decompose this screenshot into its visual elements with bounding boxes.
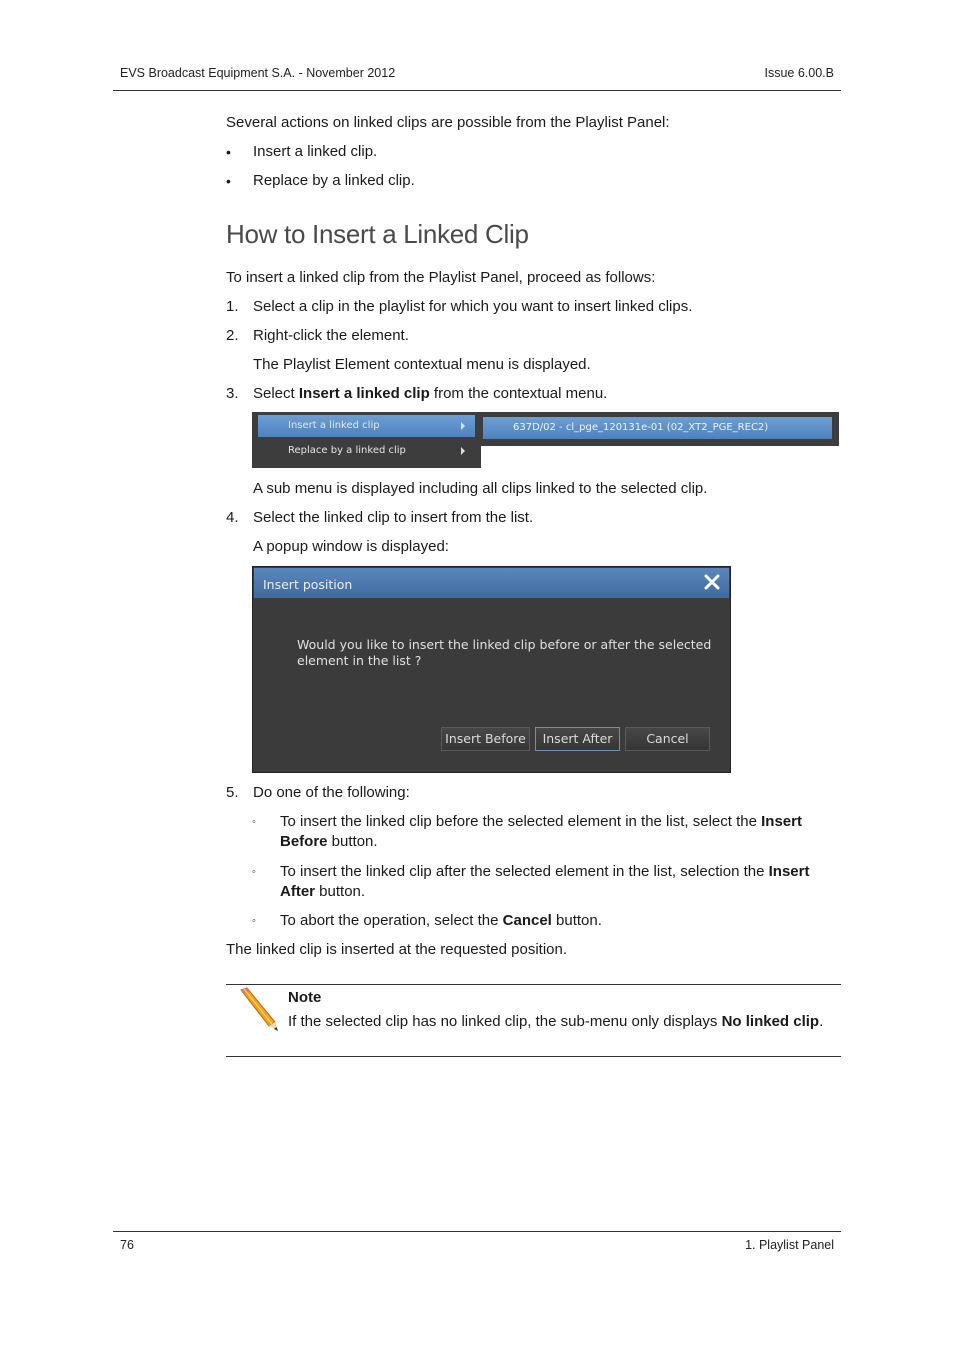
submenu-arrow-icon [461,422,465,430]
pencil-icon [231,986,279,1032]
bullet-marker: • [226,144,231,160]
step-text: Select the linked clip to insert from the list. [253,509,534,526]
result-text: The linked clip is inserted at the requested position. [226,941,568,958]
note-top-divider [226,984,841,985]
option-text-pre: To abort the operation, select the [280,912,503,929]
step-number: 2. [226,327,239,344]
menu-item-replace-linked-clip[interactable] [258,440,475,462]
option-text-bold: Insert Before [280,813,802,850]
linked-clip-submenu [481,412,839,446]
menu-item-label: Replace by a linked clip [288,445,406,456]
step-text: Select a clip in the playlist for which you want to insert linked clips. [253,298,693,315]
note-title [288,988,321,1008]
insert-position-dialog [252,566,731,773]
option-marker: ◦ [252,915,256,927]
insert-after-button[interactable]: Insert After [535,727,620,751]
option-marker: ◦ [252,866,256,878]
dialog-title: Insert position [263,577,353,592]
menu-item-label: Insert a linked clip [288,420,380,431]
bullet-item: Replace by a linked clip. [253,172,415,189]
option-text [280,862,835,902]
note-text-post: . [819,1013,824,1030]
option-text-post: button. [551,912,602,929]
step-text: Right-click the element. [253,327,409,344]
step-number: 4. [226,509,239,526]
bullet-marker: • [226,173,231,189]
step-text-pre: Select [253,385,299,402]
option-text-pre: To insert the linked clip before the selected element in the list, select the [280,813,762,830]
option-text [280,911,602,931]
note-text-bold: No linked clip [721,1013,820,1030]
submenu-item-linked-clip[interactable] [483,417,832,439]
note-text-pre: If the selected clip has no linked clip, the sub-menu only displays [288,1013,722,1030]
option-text-bold: Cancel [502,912,552,929]
option-marker: ◦ [252,816,256,828]
section-heading: How to Insert a Linked Clip [226,219,529,249]
option-text-bold: Insert After [280,863,810,900]
submenu-item-label: 637D/02 - cl_pge_120131e-01 (02_XT2_PGE_REC2) [513,422,769,433]
note-title-text: Note [288,989,322,1006]
step-result: The Playlist Element contextual menu is displayed. [253,356,591,373]
cancel-button[interactable]: Cancel [625,727,710,751]
step-text: Do one of the following: [253,784,410,801]
step-text-bold: Insert a linked clip [298,385,430,402]
step-text-post: from the contextual menu. [429,385,608,402]
footer-section: 1. Playlist Panel [745,1238,834,1252]
insert-before-button[interactable]: Insert Before [441,727,530,751]
option-text-post: button. [327,833,378,850]
header-right: Issue 6.00.B [764,66,834,80]
menu-item-insert-linked-clip[interactable] [258,415,475,437]
note-text [288,1012,833,1032]
context-menu [252,412,481,468]
intro-text: Several actions on linked clips are possible from the Playlist Panel: [226,114,670,131]
context-menu-screenshot [252,412,839,468]
proceed-text: To insert a linked clip from the Playlist Panel, proceed as follows: [226,269,656,286]
step-result: A popup window is displayed: [253,538,449,555]
bullet-item: Insert a linked clip. [253,143,378,160]
note-bottom-divider [226,1056,841,1057]
header-left: EVS Broadcast Equipment S.A. - November 2012 [120,66,396,80]
dialog-title-bar [254,568,729,598]
option-text-post: button. [315,883,366,900]
page-number: 76 [120,1238,134,1252]
step-number: 5. [226,784,239,801]
option-text-pre: To insert the linked clip after the selected element in the list, selection the [280,863,769,880]
header-divider [113,90,841,91]
submenu-arrow-icon [461,447,465,455]
step-number: 1. [226,298,239,315]
option-text [280,812,835,852]
step-result: A sub menu is displayed including all clips linked to the selected clip. [253,480,708,497]
step-number: 3. [226,385,239,402]
footer-divider [113,1231,841,1232]
step-text [253,384,607,404]
dialog-message: Would you like to insert the linked clip before or after the selected element in the list ? [297,637,712,668]
close-icon[interactable] [703,573,721,591]
